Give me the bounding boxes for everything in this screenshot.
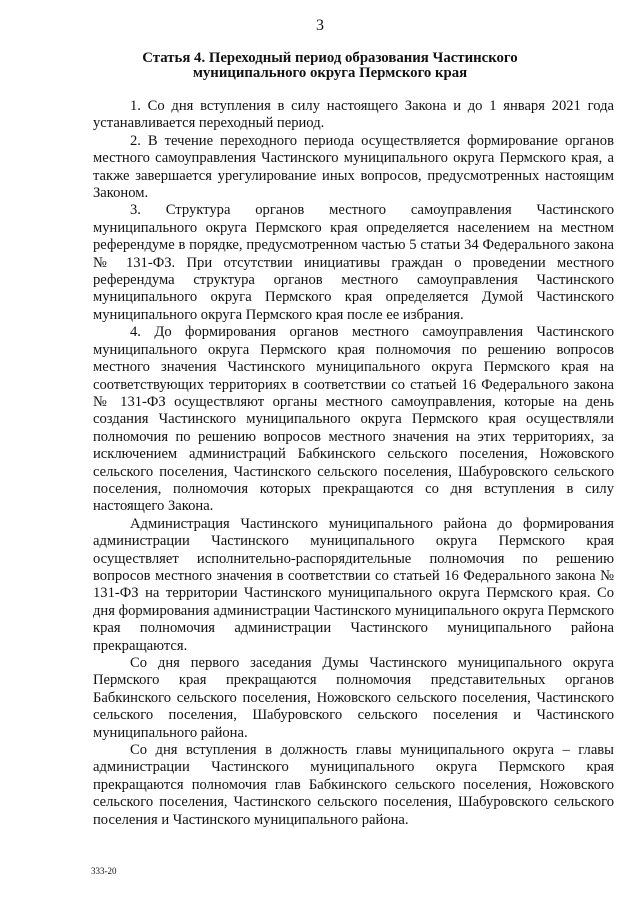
paragraph-6: Со дня первого заседания Думы Частинского муниципального округа Пермского края прекращаются полномочия представительных органов Бабкинского сельского поселения, Ножовского сельского поселения, Частинского сельского поселения, Шабуровского сельского поселения и Частинского муниципального района. (93, 655, 614, 741)
paragraph-1: 1. Со дня вступления в силу настоящего Закона и до 1 января 2021 года устанавливается переходный период. (93, 98, 614, 132)
paragraph-4: 4. До формирования органов местного самоуправления Частинского муниципального округа Пермского края полномочия по решению вопросов местного значения Частинского муниципального округа Пермского края на соответствующих территориях в соответствии со статьей 16 Федерального закона № 131-ФЗ осуществляют органы местного самоуправления, которые на день создания Частинского муниципального округа Пермского края осуществляли полномочия по решению вопросов местного значения на этих территориях, за исключением администраций Бабкинского сельского поселения, Ножовского сельского поселения, Частинского сельского поселения, Шабуровского сельского поселения, полномочия которых прекращаются со дня вступления в силу настоящего Закона. (93, 324, 614, 515)
paragraph-3: 3. Структура органов местного самоуправления Частинского муниципального округа Пермского края определяется населением на местном референдуме в порядке, предусмотренном частью 5 статьи 34 Федерального закона № 131-ФЗ. При отсутствии инициативы граждан о проведении местного референдума структура органов местного самоуправления Частинского муниципального округа Пермского края определяется Думой Частинского муниципального округа Пермского края после ее избрания. (93, 202, 614, 323)
document-code: 333-20 (91, 866, 117, 876)
page-number: 3 (316, 17, 324, 34)
article-body (93, 98, 614, 829)
paragraph-7: Со дня вступления в должность главы муниципального округа – главы администрации Частинского муниципального округа Пермского края прекращаются полномочия глав Бабкинского сельского поселения, Ножовского сельского поселения, Частинского сельского поселения, Шабуровского сельского поселения и Частинского муниципального района. (93, 742, 614, 828)
article-title: Статья 4. Переходный период образования Частинского муниципального округа Пермского края (142, 50, 518, 81)
paragraph-5: Администрация Частинского муниципального района до формирования администрации Частинского муниципального округа Пермского края осуществляет исполнительно-распорядительные полномочия по решению вопросов местного значения в соответствии со статьей 16 Федерального закона № 131-ФЗ на территории Частинского муниципального округа Пермского края. Со дня формирования администрации Частинского муниципального округа Пермского края полномочия администрации Частинского муниципального района прекращаются. (93, 515, 614, 654)
paragraph-2: 2. В течение переходного периода осуществляется формирование органов местного самоуправления Частинского муниципального округа Пермского края, а также завершается урегулирование иных вопросов, предусмотренных настоящим Законом. (93, 132, 614, 202)
